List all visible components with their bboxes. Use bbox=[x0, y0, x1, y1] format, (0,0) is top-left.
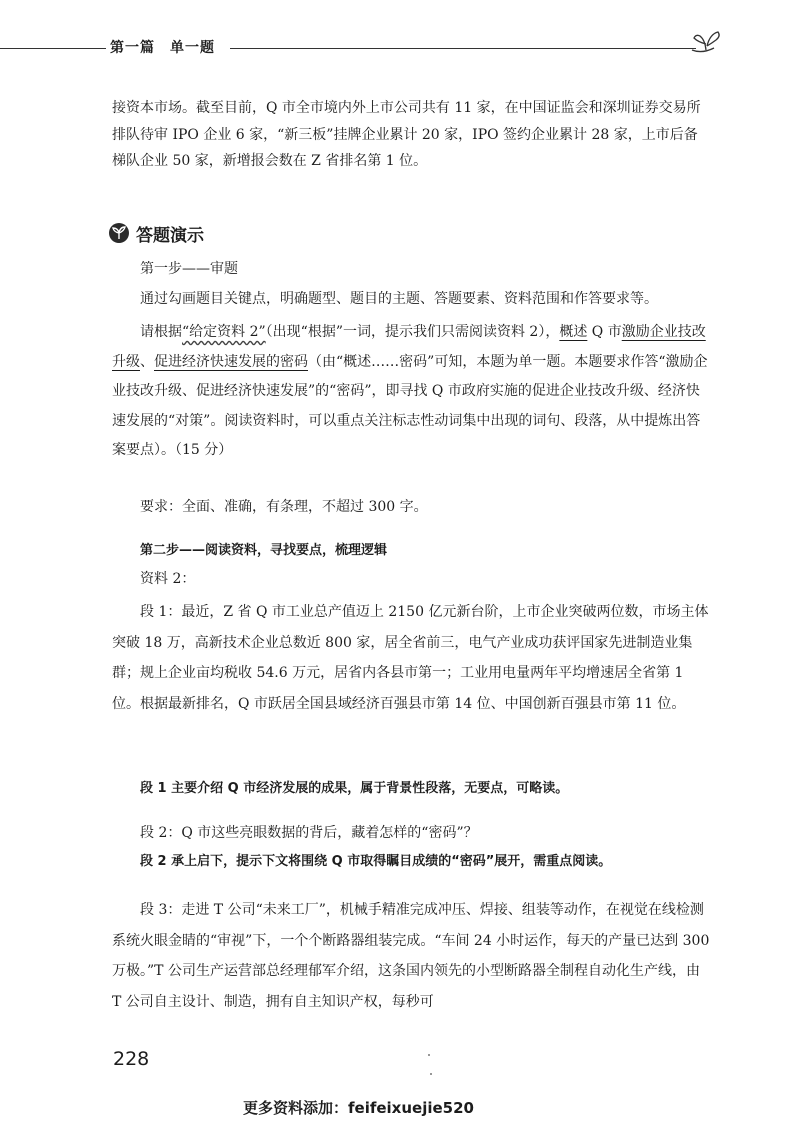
step1-question bbox=[112, 318, 710, 466]
scan-speck bbox=[430, 1073, 432, 1075]
section-heading bbox=[108, 219, 204, 247]
question-text: Q 市 bbox=[587, 324, 622, 340]
note-paragraph-2: 段 2 承上启下，提示下文将围绕 Q 市取得瞩目成绩的“密码”展开，需重点阅读。 bbox=[140, 854, 612, 869]
highlight-incentivize: 激励企业技改升级 bbox=[112, 324, 706, 370]
highlight-summarize: 概述 bbox=[559, 324, 588, 340]
requirement: 要求：全面、准确，有条理，不超过 300 字。 bbox=[140, 499, 428, 515]
leaf-badge-icon bbox=[108, 222, 130, 244]
question-annotation: （出现“根据”一词，提示我们只需阅读资料 2）， bbox=[265, 324, 560, 340]
material-paragraph-1: 段 1：最近，Z 省 Q 市工业总产值迈上 2150 亿元新台阶，上市企业突破两位数，市场主体突破 18 万，高新技术企业总数近 800 家，居全省前三，电气产业成功获评国家先进制造业集群；规上企业亩均税收 54.6 万元，居省内各县市第一；工业用电量两年平均增速居全省第 1 位。根据最新排名，Q 市跃居全国县域经济百强县市第 14 位、中国创新百强县市第 11 位。 bbox=[112, 604, 709, 712]
step1-title: 第一步——审题 bbox=[140, 261, 238, 277]
footer-note: 更多资料添加：feifeixuejie520 bbox=[243, 1099, 474, 1117]
highlight-given-material: “给定资料 2” bbox=[182, 324, 266, 340]
material-paragraph-2: 段 2：Q 市这些亮眼数据的背后，藏着怎样的“密码”？ bbox=[140, 825, 478, 841]
step2-title: 第二步——阅读资料，寻找要点，梳理逻辑 bbox=[140, 543, 388, 558]
step1-description: 通过勾画题目关键点，明确题型、题目的主题、答题要素、资料范围和作答要求等。 bbox=[140, 291, 658, 307]
running-header bbox=[0, 26, 800, 66]
highlight-promote-economy: 促进经济快速发展的密码 bbox=[154, 353, 308, 370]
material-paragraph-3: 段 3：走进 T 公司“未来工厂”，机械手精准完成冲压、焊接、组装等动作，在视觉在线检测系统火眼金睛的“审视”下，一个个断路器组装完成。“车间 24 小时运作，每天的产量已达到 300 万极。”T 公司生产运营部总经理郁军介绍，这条国内领先的小型断路器全制程自动化生产线，由 T 公司自主设计、制造，拥有自主知识产权，每秒可 bbox=[112, 902, 710, 1010]
header-rule-right bbox=[230, 48, 696, 49]
material-label: 资料 2： bbox=[140, 571, 196, 587]
intro-paragraph: 接资本市场。截至目前，Q 市全市境内外上市公司共有 11 家，在中国证监会和深圳证券交易所排队待审 IPO 企业 6 家，“新三板”挂牌企业累计 20 家，IPO 签约企业累计 28 家，上市后备梯队企业 50 家，新增报会数在 Z 省排名第 1 位。 bbox=[112, 100, 701, 169]
header-section-label: 第一篇 单一题 bbox=[110, 40, 215, 56]
header-rule-left bbox=[0, 48, 106, 49]
note-paragraph-1: 段 1 主要介绍 Q 市经济发展的成果，属于背景性段落，无要点，可略读。 bbox=[140, 781, 569, 796]
question-text: 、 bbox=[140, 353, 154, 370]
page-number: 228 bbox=[113, 1048, 150, 1070]
sprout-icon bbox=[688, 26, 724, 60]
section-title: 答题演示 bbox=[136, 225, 204, 246]
question-text: 请根据 bbox=[140, 324, 182, 340]
question-analysis: （由“概述……密码”可知，本题为单一题。本题要求作答“激励企业技改升级、促进经济快速发展”的“密码”，即寻找 Q 市政府实施的促进企业技改升级、经济快速发展的“对策”。阅读资料时，可以重点关注标志性动词集中出现的词句、段落，从中提炼出答案要点）。（15 分） bbox=[112, 353, 708, 458]
scan-speck bbox=[428, 1054, 430, 1056]
